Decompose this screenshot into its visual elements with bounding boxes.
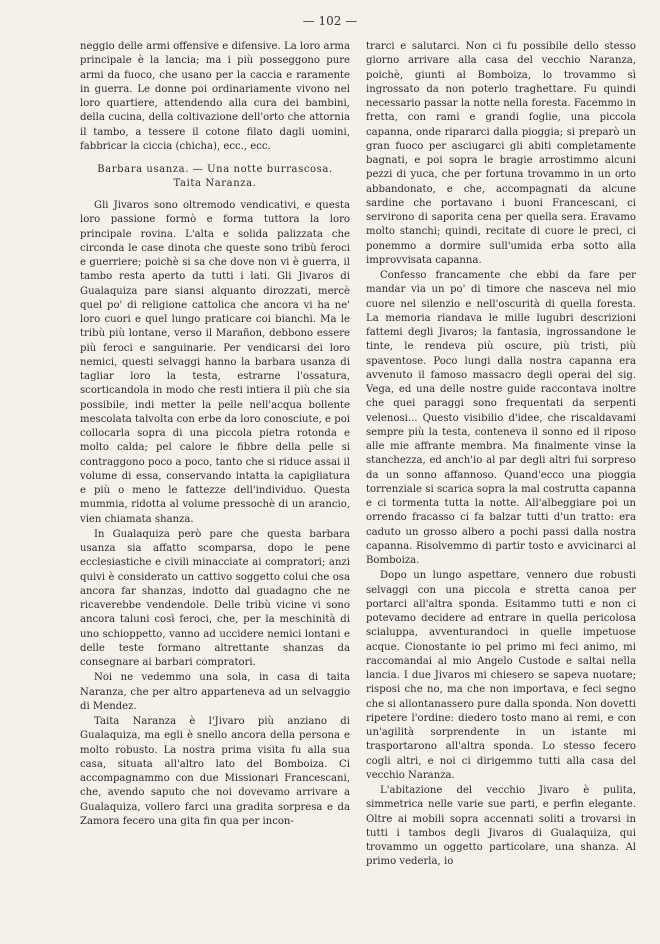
- paragraph: Dopo un lungo aspettare, vennero due robusti selvaggi con una piccola e stretta canoa per portarci all'altra sponda. Esitammo tutti e non ci potevamo decidere ad entrare in quella pericolosa scialuppa, avventurandoci in quelle impetuose acque. Cionostante io pel primo mi feci animo, mi raccomandai al mio Angelo Custode e saltai nella lancia. I due Jivaros mi chiesero se sapeva nuotare; risposi che no, ma che non importava, e feci segno che si allontanassero pure dalla sponda. Non dovetti ripetere l'ordine: diedero tosto mano ai remi, e con un'agilità sorprendente in un istante mi trasportarono all'altra sponda. Lo stesso fecero cogli altri, e noi ci dirigemmo tutti alla casa del vecchio Naranza.: [366, 570, 636, 781]
- paragraph: Confesso francamente che ebbi da fare per mandar via un po' di timore che nasceva nel mio cuore nel silenzio e nell'oscurità di quella foresta. La memoria riandava le mille lugubri descrizioni fattemi degli Jivaros; la fantasia, ingrossandone le tinte, le rendeva più oscure, più tristi, più spaventose. Poco lungi dalla nostra capanna era avvenuto il famoso massacro degli operai del sig. Vega, ed una delle nostre guide raccontava inoltre che quei paraggi sono frequentati da serpenti velenosi... Questo visibilio d'idee, che riscaldavami sempre più la testa, conteneva il sonno ed il riposo alle mie affrante membra. Ma finalmente vinse la stanchezza, ed anch'io al par degli altri fui sorpreso da un sonno affannoso. Quand'ecco una pioggia torrenziale si scarica sopra la mal costrutta capanna e ci tormenta tutta la notte. All'albeggiare poi un orrendo fracasso ci fa balzar tutti d'un tratto: era caduto un grosso albero a pochi passi dalla nostra capanna. Risolvemmo di partir tosto e avvicinarci al Bomboiza.: [366, 270, 636, 566]
- paragraph: trarci e salutarci. Non ci fu possibile dello stesso giorno arrivare alla casa del vecchio Naranza, poichè, giunti al Bomboiza, lo trovammo sì ingrossato da non poterlo traghettare. Fu quindi necessario passar la notte nella foresta. Facemmo in fretta, con rami e grandi foglie, una piccola capanna, onde ripararci dalla pioggia; si preparò un gran fuoco per asciugarci gli abiti completamente bagnati, e poi sopra le bragie arrostimmo alcuni pezzi di yuca, che per fortuna trovammo in un orto abbandonato, e che, accompagnati da alcune sardine che portavano i buoni Francescani, ci servirono di saporita cena per quella sera. Eravamo molto stanchi; quindi, recitate di cuore le preci, ci ponemmo a dormire sull'umida erba sotto alla improvvisata capanna.: [366, 41, 636, 266]
- section-heading: [80, 163, 350, 191]
- paragraph: Gli Jivaros sono oltremodo vendicativi, e questa loro passione formò e forma tuttora la loro principale rovina. L'alta e solida palizzata che circonda le case dinota che queste sono tribù feroci e guerriere; poichè si sa che dove non vi è guerra, il tambo resta aperto da tutti i lati. Gli Jivaros di Gualaquiza pare siansi alquanto dirozzati, mercè quel po' di religione cattolica che ancora vi ha ne' loro cuori e quel lungo praticare coi bianchi. Ma le tribù più lontane, verso il Marañon, debbono essere più feroci e sanguinarie. Per vendicarsi dei loro nemici, questi selvaggi hanno la barbara usanza di tagliar loro la testa, estrarne l'ossatura, scorticandola in modo che resti intiera il più che sia possibile, indi metter la pelle nell'acqua bollente mescolata talvolta con erbe da loro conosciute, e poi collocarla sopra di una piccola pietra rotonda e molto calda; pel calore le fibbre della pelle si contraggono poco a poco, tanto che si riduce assai il volume di essa, conservando intatta la capigliatura e più o meno le fattezze dell'individuo. Questa mummia, ridotta al volume pressochè di un arancio, vien chiamata shanza.: [80, 200, 350, 525]
- paragraph: In Gualaquiza però pare che questa barbara usanza sia affatto scomparsa, dopo le pene ecclesiastiche e civili minacciate ai compratori; anzi quivi è considerato un cattivo soggetto colui che osa ancora far shanzas, indotto dal guadagno che ne ricaverebbe vendendole. Delle tribù vicine vi sono ancora taluni così feroci, che, per la meschinità di uno schioppetto, vanno ad uccidere nemici lontani e delle teste formano altrettante shanzas da consegnare ai barbari compratori.: [80, 528, 350, 668]
- paragraph: Taita Naranza è l'Jivaro più anziano di Gualaquiza, ma egli è snello ancora della persona e molto robusto. La nostra prima visita fu alla sua casa, situata all'altro lato del Bomboiza. Ci accompagnammo con due Missionari Francescani, che, avendo saputo che noi dovevamo arrivare a Gualaquiza, vollero farci una gradita sorpresa e da Zamora fecero una gita fin qua per incon-: [80, 716, 350, 827]
- right-column: [366, 40, 636, 870]
- page-number: — 102 —: [302, 14, 358, 28]
- paragraph: Noi ne vedemmo una sola, in casa di taita Naranza, che per altro apparteneva ad un selvaggio di Mendez.: [80, 672, 350, 712]
- left-column: [80, 40, 350, 829]
- paragraph: L'abitazione del vecchio Jivaro è pulita, simmetrica nelle varie sue parti, e perfin elegante. Oltre ai mobili sopra accennati soliti a trovarsi in tutti i tambos degli Jivaros di Gualaquiza, qui trovammo un oggetto particolare, una shanza. Al primo vederla, io: [366, 785, 636, 868]
- section-heading-subtitle: Taita Naranza.: [173, 178, 257, 189]
- section-heading-line: Barbara usanza. — Una notte burrascosa.: [97, 164, 333, 175]
- paragraph: neggio delle armi offensive e difensive. La loro arma principale è la lancia; ma i più posseggono pure armi da fuoco, che usano per la caccia e raramente in guerra. Le donne poi ordinariamente vivono nel loro quartiere, attendendo alla cura dei bambini, della cucina, della coltivazione dell'orto che attornia il tambo, a tessere il cotone filato dagli uomini, fabbricar la ciccia (chicha), ecc., ecc.: [80, 41, 350, 152]
